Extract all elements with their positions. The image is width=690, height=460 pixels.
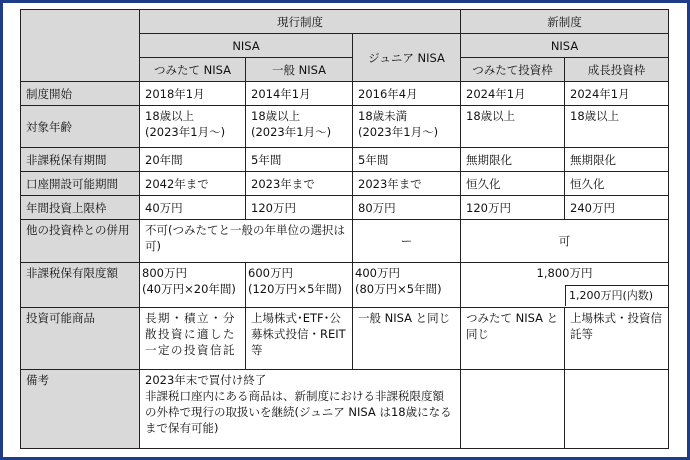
cell-text: 18歳以上 — [145, 109, 195, 123]
cell-note: (80万円×5年間) — [355, 282, 442, 296]
cell: 可 — [461, 220, 669, 263]
cell: 2023年まで — [353, 172, 461, 196]
cell-note: (2023年1月～) — [145, 125, 226, 139]
cell — [565, 370, 669, 449]
new-growth-limit: 1,200万円(内数) — [565, 285, 668, 306]
row-label: 他の投資枠との併用 — [21, 220, 140, 263]
row-label: 非課税保有期間 — [21, 148, 140, 172]
cell: 2023年まで — [246, 172, 353, 196]
table-row — [21, 370, 669, 449]
cell: 上場株式・投資信託等 — [565, 308, 669, 370]
cell — [140, 263, 246, 308]
cell: 上場株式･ETF･公募株式投信・REIT 等 — [246, 308, 353, 370]
cell: 2024年1月 — [565, 82, 669, 106]
cell — [246, 263, 353, 308]
cell-text: 18歳以上 — [251, 109, 301, 123]
nisa-comparison-table — [20, 9, 669, 449]
cell — [140, 370, 461, 449]
cell: 一般 NISA と同じ — [353, 308, 461, 370]
cell: 無期限化 — [461, 148, 565, 172]
cell — [246, 106, 353, 148]
table-row — [21, 106, 669, 148]
table-row — [21, 82, 669, 106]
row-label: 制度開始 — [21, 82, 140, 106]
header-tsumitate: つみたて NISA — [140, 58, 246, 82]
cell: つみたて NISA と同じ — [461, 308, 565, 370]
cell: 5年間 — [353, 148, 461, 172]
table-row — [21, 263, 669, 308]
cell: 長期・積立・分散投資に適した一定の投資信託 — [140, 308, 246, 370]
row-label: 非課税保有限度額 — [21, 263, 140, 308]
table-row — [21, 196, 669, 220]
row-label: 投資可能商品 — [21, 308, 140, 370]
cell: 2014年1月 — [246, 82, 353, 106]
cell: 不可(つみたてと一般の年単位の選択は可) — [140, 220, 353, 263]
cell-text: 400万円 — [355, 266, 400, 280]
cell: 120万円 — [246, 196, 353, 220]
cell: 40万円 — [140, 196, 246, 220]
cell: 240万円 — [565, 196, 669, 220]
new-total: 1,800万円 — [536, 266, 593, 280]
cell-text: 2023年末で買付け終了 — [145, 373, 267, 387]
cell-note: (120万円×5年間) — [248, 282, 342, 296]
cell-text: 非課税口座内にある商品は、新制度における非課税限度額の外枠で現行の取扱いを継続(ジュニア NISA は18歳になるまで保有可能) — [145, 389, 452, 435]
cell-text: 800万円 — [142, 266, 187, 280]
header-general: 一般 NISA — [246, 58, 353, 82]
cell: 恒久化 — [565, 172, 669, 196]
cell: 5年間 — [246, 148, 353, 172]
cell: 2016年4月 — [353, 82, 461, 106]
cell — [461, 370, 565, 449]
table-row — [21, 148, 669, 172]
corner-cell — [21, 10, 140, 82]
cell: 18歳以上 — [461, 106, 565, 148]
row-label: 口座開設可能期間 — [21, 172, 140, 196]
cell: ー — [353, 220, 461, 263]
table-row — [21, 172, 669, 196]
header-growth-frame: 成長投資枠 — [565, 58, 669, 82]
row-label: 対象年齢 — [21, 106, 140, 148]
cell — [461, 263, 669, 308]
header-current: 現行制度 — [140, 10, 461, 34]
cell: 80万円 — [353, 196, 461, 220]
cell-note: (2023年1月～) — [251, 125, 332, 139]
cell: 2024年1月 — [461, 82, 565, 106]
cell-note: (2023年1月～) — [358, 125, 439, 139]
table-row — [21, 308, 669, 370]
cell: 2042年まで — [140, 172, 246, 196]
cell: 2018年1月 — [140, 82, 246, 106]
cell-text: 18歳未満 — [358, 109, 408, 123]
row-label: 年間投資上限枠 — [21, 196, 140, 220]
header-new: 新制度 — [461, 10, 669, 34]
cell: 120万円 — [461, 196, 565, 220]
cell: 恒久化 — [461, 172, 565, 196]
cell — [140, 106, 246, 148]
table-row — [21, 220, 669, 263]
cell-text: 600万円 — [248, 266, 293, 280]
cell — [353, 263, 461, 308]
cell — [353, 106, 461, 148]
cell: 無期限化 — [565, 148, 669, 172]
header-junior: ジュニア NISA — [353, 34, 461, 82]
header-nisa: NISA — [140, 34, 353, 58]
cell: 20年間 — [140, 148, 246, 172]
row-label: 備考 — [21, 370, 140, 449]
cell-note: (40万円×20年間) — [142, 282, 236, 296]
header-new-nisa: NISA — [461, 34, 669, 58]
header-tsumitate-frame: つみたて投資枠 — [461, 58, 565, 82]
cell: 18歳以上 — [565, 106, 669, 148]
